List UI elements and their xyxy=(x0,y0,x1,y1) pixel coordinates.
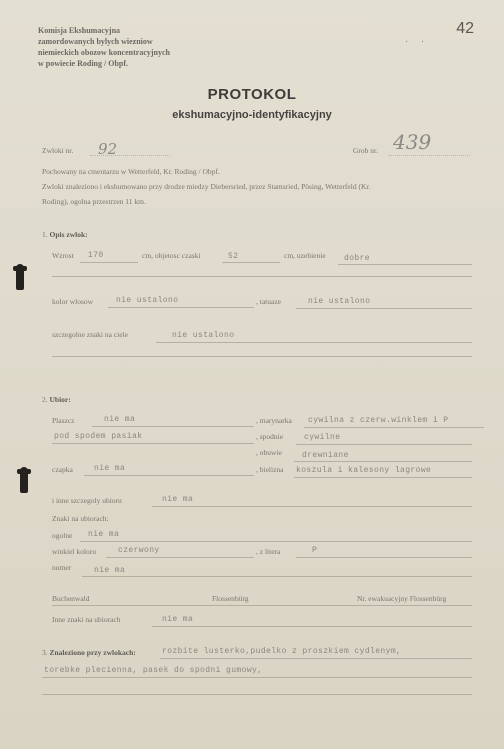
czapka-value: nie ma xyxy=(94,464,126,473)
czaszka-value: 52 xyxy=(228,252,239,261)
plaszcz-value: nie ma xyxy=(104,415,136,424)
section-2-heading: 2. Ubior: xyxy=(42,395,71,404)
org-line-2: zamordowanych bylych wiezniow xyxy=(38,37,153,46)
org-line-1: Komisja Ekshumacyjna xyxy=(38,26,121,35)
binder-hole-top xyxy=(16,264,24,290)
winkiel-value: czerwony xyxy=(118,546,160,555)
zwloki-line xyxy=(90,155,170,156)
wzrost-label: Wzrost xyxy=(52,251,74,260)
znaki-value: nie ustalono xyxy=(172,331,235,340)
uzebienie-label: cm, uzebienie xyxy=(284,251,326,260)
grob-value: 439 xyxy=(393,130,432,154)
znaki-ubior-heading: Znaki na ubiorach: xyxy=(52,514,109,523)
wzrost-value: 170 xyxy=(88,251,104,260)
spodnie-value: cywilne xyxy=(304,433,341,442)
inne-label: i inne szczegoly ubioru xyxy=(52,496,122,505)
burial-line-2: Zwloki znaleziono i ekshumowano przy drodze miedzy Diebersried, przez Stamsried, Pösing, Wetterfeld (Kr. xyxy=(42,182,371,191)
numer-label: numer xyxy=(52,563,72,572)
found-items-line-2: torebke plecienna, pasek do spodni gumowy, xyxy=(44,666,263,675)
marynarka-value: cywilna z czerw.winklem i P xyxy=(308,416,449,425)
zwloki-label: Zwloki nr. xyxy=(42,146,74,155)
found-items-line-1: rozbite lusterko,pudelko z proszkiem cydlenym, xyxy=(162,647,402,656)
spodnie-label: , spodnie xyxy=(256,432,284,441)
burial-line-3: Roding), ogolna przestrzen 11 km. xyxy=(42,197,146,206)
tatuaze-label: , tatuaze xyxy=(256,297,281,306)
section-1-heading: 1. Opis zwlok: xyxy=(42,230,88,239)
binder-hole-bottom xyxy=(20,467,28,493)
burial-line-1: Pochowany na cmentarzu w Wetterfeld, Kr. Roding / Obpf. xyxy=(42,167,220,176)
plaszcz-label: Plaszcz xyxy=(52,416,75,425)
winkiel-label: winkiel koloru xyxy=(52,547,96,556)
section-3-heading: 3. Znaleziono przy zwlokach: xyxy=(42,648,136,657)
grob-label: Grob nr. xyxy=(353,146,378,155)
ubior-row2-value: pod spodem pasiak xyxy=(54,432,143,441)
obuwie-value: drewniane xyxy=(302,451,349,460)
camp-evac-number: Nr. ewakuacyjny Flossenbürg xyxy=(357,594,447,603)
znaki-label: szczegolne znaki na ciele xyxy=(52,330,128,339)
litera-value: P xyxy=(312,546,318,555)
page-number: 42 xyxy=(456,20,474,37)
ink-marks: · · xyxy=(405,37,430,48)
bielizna-label: , bielizna xyxy=(256,465,284,474)
org-line-4: w powiecie Roding / Obpf. xyxy=(38,59,129,68)
ogolne-label: ogolne xyxy=(52,531,73,540)
marynarka-label: , marynarka xyxy=(256,416,292,425)
inne-znaki-label: Inne znaki na ubiorach xyxy=(52,615,121,624)
numer-value: nie ma xyxy=(94,566,126,575)
litera-label: , z litera xyxy=(256,547,281,556)
kolor-label: kolor wlosow xyxy=(52,297,94,306)
grob-line xyxy=(388,155,470,156)
czaszka-label: cm, objetosc czaski xyxy=(142,251,201,260)
page-subtitle: ekshumacyjno-identyfikacyjny xyxy=(172,109,332,121)
page-title: PROTOKOL xyxy=(207,86,297,103)
organization-header xyxy=(38,25,170,69)
kolor-value: nie ustalono xyxy=(116,296,179,305)
org-line-3: niemieckich obozow koncentracyjnych xyxy=(38,48,170,57)
ogolne-value: nie ma xyxy=(88,530,120,539)
bielizna-value: koszula i kalesony lagrowe xyxy=(296,466,432,475)
czapka-label: czapka xyxy=(52,465,73,474)
inne-znaki-value: nie ma xyxy=(162,615,194,624)
camp-flossenburg: Flossenbürg xyxy=(212,594,249,603)
obuwie-label: , obuwie xyxy=(256,448,282,457)
zwloki-value: 92 xyxy=(98,140,118,158)
camp-buchenwald: Buchenwald xyxy=(52,594,90,603)
inne-value: nie ma xyxy=(162,495,194,504)
tatuaze-value: nie ustalono xyxy=(308,297,371,306)
uzebienie-value: dobre xyxy=(344,254,371,263)
